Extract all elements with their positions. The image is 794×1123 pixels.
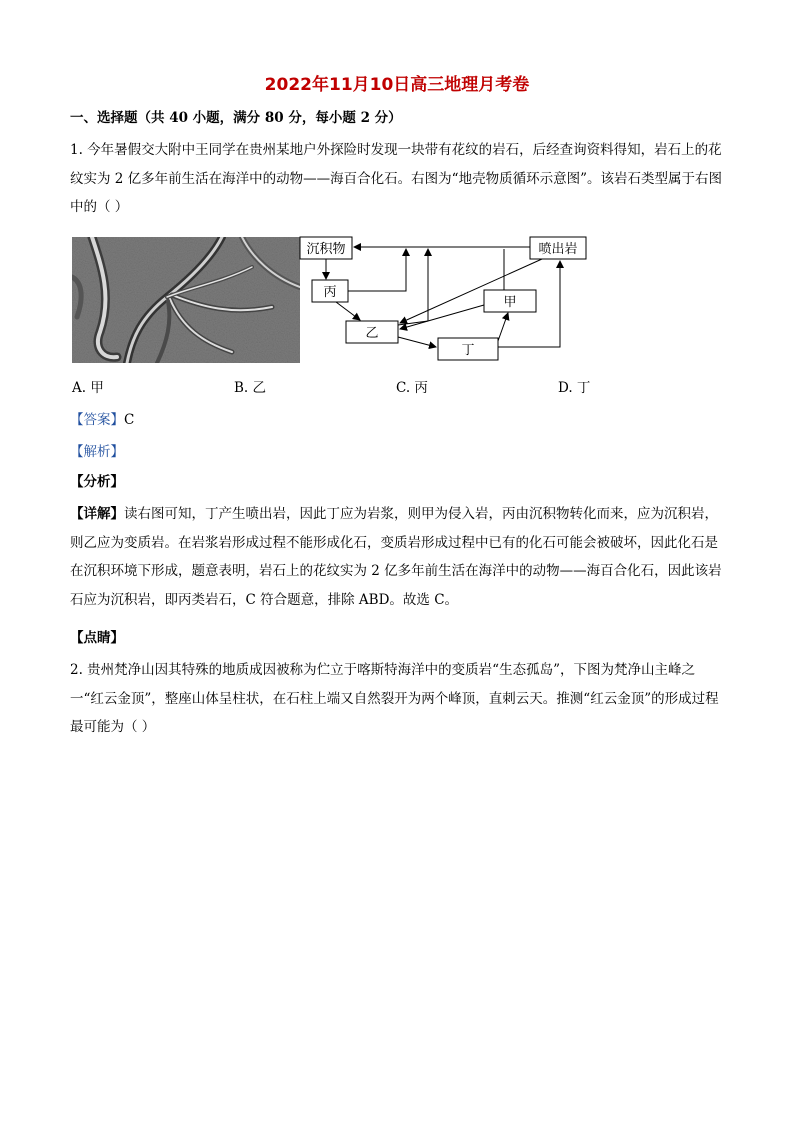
crinoid-fossil-image [72,237,300,363]
label-extrusive: 喷出岩 [538,242,578,257]
detail-paragraph [70,500,726,614]
answer-value: C [124,412,135,428]
label-bing: 丙 [323,285,337,300]
section-heading: 一、选择题（共 40 小题，满分 80 分，每小题 2 分） [70,110,402,126]
option-d: D. 丁 [558,380,591,396]
label-ding: 丁 [461,343,475,358]
page-title: 2022年11月10日高三地理月考卷 [264,75,530,95]
option-c: C. 丙 [396,380,428,396]
question-1-text: 1. 今年暑假交大附中王同学在贵州某地户外探险时发现一块带有花纹的岩石，后经查询资料得知，岩石上的花纹实为 2 亿多年前生活在海洋中的动物——海百合化石。右图为“地壳物质循环示意图”。该岩石类型属于右图中的（ ） [70,142,722,215]
option-b: B. 乙 [234,380,267,396]
answer-line [70,406,726,435]
answer-tag: 【答案】 [70,412,124,428]
option-a: A. 甲 [72,380,104,396]
label-jia: 甲 [503,295,517,310]
label-yi: 乙 [365,326,379,341]
rock-cycle-diagram [298,235,590,365]
fenxi-tag: 【分析】 [70,474,124,490]
analysis-tag: 【解析】 [70,444,124,460]
question-2-text: 2. 贵州梵净山因其特殊的地质成因被称为伫立于喀斯特海洋中的变质岩“生态孤岛”，下图为梵净山主峰之一“红云金顶”，整座山体呈柱状，在石柱上端又自然裂开为两个峰顶，直刺云天。推测“红云金顶”的形成过程最可能为（ ） [70,662,719,735]
dianjing-line [70,624,726,653]
detail-text: 读右图可知，丁产生喷出岩，因此丁应为岩浆，则甲为侵入岩，丙由沉积物转化而来，应为沉积岩，则乙应为变质岩。在岩浆岩形成过程不能形成化石，变质岩形成过程中已有的化石可能会被破坏，因此化石是在沉积环境下形成，题意表明，岩石上的花纹实为 2 亿多年前生活在海洋中的动物——海百合化石，因此该岩石应为沉积岩，即丙类岩石，C 符合题意，排除 ABD。故选 C。 [70,506,722,608]
dianjing-tag: 【点睛】 [70,630,124,646]
detail-tag: 【详解】 [70,506,124,522]
fenxi-line [70,468,726,497]
label-sediment: 沉积物 [306,242,346,257]
analysis-line [70,438,726,467]
question-1-options [70,376,730,400]
